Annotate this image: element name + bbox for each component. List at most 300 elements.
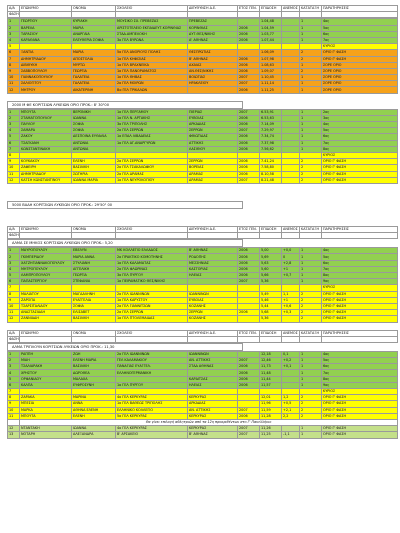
table-row <box>8 432 398 438</box>
table-cell: ΑΝΤΩΝΙΑ <box>72 146 116 152</box>
table-cell: ΔΥΤ.ΘΕΣ/ΝΙΚΗΣ <box>188 31 238 37</box>
table-cell: ΑΠΟΣΤΟΛΙΑ <box>72 56 116 62</box>
table-cell: Βο ΓΕΛ ΤΡΙΚΑΛΩΝ <box>116 87 188 93</box>
table-cell: 1ο ΠΕΙΡΑΜΑΤΙΚΟ ΘΕΣ/ΝΙΚΗΣ <box>116 279 188 285</box>
table-cell: ΔΗΜΗΤΡΙΑΔΟΥ <box>20 171 72 177</box>
table-cell: ΜΑΛΙΑΤΟΥ <box>20 291 72 297</box>
table-cell <box>282 316 300 322</box>
table-cell: ΞΑΝΤΙΑ <box>20 50 72 56</box>
subheader-cell: ΦΑΣΗ <box>9 336 19 341</box>
table-cell: 5 <box>8 134 20 140</box>
table-cell: 2006 <box>238 37 260 43</box>
column-header: ΕΠΩΝΥΜΟ <box>20 330 72 336</box>
table-cell: ΚΕΡΚΥΡΑΣ <box>188 426 238 432</box>
table-cell: 2006 <box>238 370 260 376</box>
table-cell: +0,1 <box>282 364 300 370</box>
column-header: ΕΠΩΝΥΜΟ <box>20 226 72 232</box>
table-cell: 5 <box>8 376 20 382</box>
table-cell: ΜΑΡΙΑ ΑΝΝΑ <box>72 254 116 260</box>
section-gap <box>7 184 395 201</box>
table-cell: 2006 <box>238 122 260 128</box>
table-cell: 2 <box>300 303 322 309</box>
table-cell: ΣΤΥΛΙΑΝΗ <box>72 260 116 266</box>
table-cell: ΣΕΡΡΩΝ <box>188 159 238 165</box>
table-cell: ΙΩΑΝΝΙΝΩΝ <box>188 351 238 357</box>
table-cell: 8 <box>8 152 20 158</box>
table-cell: 8 <box>8 395 20 401</box>
table-cell: ΙΩΑΝΝΑ ΜΑΡΙΑ <box>72 177 116 183</box>
table-cell: 5ος <box>322 358 398 364</box>
empty-cell <box>20 233 72 239</box>
table-cell: 4ος <box>322 19 398 25</box>
results-sheet <box>7 5 395 446</box>
empty-cell <box>20 336 72 342</box>
table-cell: 1.04,59 <box>260 25 282 31</box>
table-cell: 7 <box>8 56 20 62</box>
table-cell: 2 <box>300 291 322 297</box>
subheader-cell: ΦΑΣΗ <box>9 12 19 17</box>
table-cell: 8 <box>8 291 20 297</box>
note-cell: Θα γίνει επιλογή αθλητριών από τα 12η προκριθέντων στο Γ' Πανελλήνιο <box>20 419 398 425</box>
table-cell: 2006 <box>238 248 260 254</box>
empty-cell <box>20 12 72 18</box>
table-cell: ΓΑΛΑΤΕΙΑ <box>72 81 116 87</box>
table-cell: ΟΡΙΟ Γ' ΦΑΣΗ <box>322 159 398 165</box>
table-cell: 7.56,62 <box>260 146 282 152</box>
table-cell: 5ο ΓΕΛ ΑΝΟΡΙΟΥΣ ΠΟΛΗΣ <box>116 50 188 56</box>
table-cell: 12,46 <box>260 358 282 364</box>
table-row <box>8 316 398 322</box>
table-cell: ΤΑΡΑΣΙΟΥ <box>20 31 72 37</box>
table-cell: ΕΛΛΗΝΟΓΕΡΜΑΝΙΚΗ <box>116 370 188 376</box>
table-cell: 4ος <box>322 122 398 128</box>
table-cell: 2 <box>300 310 322 316</box>
table-cell: 1ο ΓΕΛ ΝΕΥΡΟΚΟΠΙΟΥ <box>116 177 188 183</box>
table-cell: +0,0 <box>282 248 300 254</box>
table-cell: ΠΡΕΒΕΖΑΣ <box>188 19 238 25</box>
table-cell: 2006 <box>238 310 260 316</box>
table-cell: 6 <box>8 140 20 146</box>
table-cell: ΟΡΙΟ Γ' ΦΑΣΗ <box>322 165 398 171</box>
table-cell: ΜΙΑΗ <box>20 358 72 364</box>
table-cell: ΙΩΑΝΝΑ <box>72 115 116 121</box>
column-header: ΕΤΟΣ ΓΕΝ. <box>238 330 260 336</box>
table-cell: ΑΝΑΡΓΑΙΑ <box>72 31 116 37</box>
table-cell: 2 <box>300 68 322 74</box>
table-cell: 2ο ΓΕΛ ΤΣΑΚΑΛΩΦΙΟΥ <box>116 165 188 171</box>
table-cell: 4ος <box>322 248 398 254</box>
table-cell: 5ος <box>322 254 398 260</box>
table-cell: ΜΠΟΥΤΑ <box>20 109 72 115</box>
table-cell: 1 <box>300 266 322 272</box>
table-cell: 4 <box>8 370 20 376</box>
table-cell: 1 <box>300 37 322 43</box>
table-cell: 2006 <box>238 134 260 140</box>
table-cell: 7.29,97 <box>260 128 282 134</box>
table-cell: 2 <box>300 56 322 62</box>
table-cell: +0,3 <box>282 310 300 316</box>
table-cell: ΔΕΣΠΟΙΝΑ ΕΥΘΑΛΙΑ <box>72 134 116 140</box>
table-cell: 5ος <box>322 25 398 31</box>
table-cell: ΤΣΑΛΙΑΡΑΚΗ <box>20 364 72 370</box>
column-header: ΠΑΡΑΤΗΡΗΣΕΙΣ <box>322 330 398 336</box>
column-header: ΔΙΕΥΘΥΝΣΗ Δ.Ε. <box>188 226 238 232</box>
table-cell: 11,26 <box>260 426 282 432</box>
table-row <box>8 87 398 93</box>
table-cell: 2007 <box>238 407 260 413</box>
header-table <box>7 330 398 343</box>
table-cell: ΚΩΝΣΤΑΝΤΙΝΑΚΗ <box>20 146 72 152</box>
table-cell: 2ο ΓΕΛ ΓΙΑΝΝΙΤΣΩΝ <box>116 303 188 309</box>
table-cell: 8 <box>8 62 20 68</box>
empty-cell <box>238 336 260 342</box>
table-cell: 7 <box>8 285 20 291</box>
table-cell: 9ος <box>322 279 398 285</box>
table-cell: 2007 <box>238 109 260 115</box>
table-cell: ΕΛΕΝΗ <box>72 413 116 419</box>
table-cell: ΓΕΩΡΓΙΑ <box>72 273 116 279</box>
table-cell: ΟΡΙΟ Γ' ΦΑΣΗ <box>322 171 398 177</box>
table-cell: ΜΑΛΑΧΑ <box>72 376 116 382</box>
table-cell: 2 <box>300 159 322 165</box>
table-cell: ΕΒΕΛΥΝ <box>72 248 116 254</box>
table-cell: 9ος <box>322 382 398 388</box>
table-cell: 3 <box>8 260 20 266</box>
column-header: ΠΑΡΑΤΗΡΗΣΕΙΣ <box>322 226 398 232</box>
table-cell: ΧΡΗΣΤΟΥ <box>20 370 72 376</box>
section-gap <box>7 439 395 446</box>
table-cell: 5,46 <box>260 297 282 303</box>
table-cell: 4 <box>8 266 20 272</box>
table-cell: ΕΛΛΗΝΙΚΟ ΚΟΛΛΕΓΙΟ <box>116 407 188 413</box>
empty-cell <box>238 233 260 239</box>
table-cell: 2 <box>300 401 322 407</box>
table-cell: 2006 <box>238 25 260 31</box>
table-cell: 8ος <box>322 376 398 382</box>
table-cell: ΚΥΡΙΟΣ <box>322 152 398 158</box>
table-cell: 2007 <box>238 426 260 432</box>
table-cell: ΣΤΑΜΑΤΟΠΟΥΛΟΥ <box>20 115 72 121</box>
table-cell: ΓΙΑΝΝΑΚΟΠΟΥΛΟΥ <box>20 75 72 81</box>
table-cell: 2006 <box>238 364 260 370</box>
section-gap <box>7 323 395 330</box>
table-cell: 5,00 <box>260 248 282 254</box>
table-cell: 1.07,44 <box>260 37 282 43</box>
table-cell: ΟΡΙΟ Γ' ΦΑΣΗ <box>322 432 398 438</box>
empty-cell <box>322 336 398 342</box>
table-cell: 2,2 <box>282 413 300 419</box>
table-cell: 2006 <box>238 87 260 93</box>
empty-cell <box>188 233 238 239</box>
table-cell: +2,1 <box>282 407 300 413</box>
table-cell: ΛΑΣΙΘΙΟΥ <box>188 146 238 152</box>
header-cell: Α/Α <box>8 6 20 12</box>
table-cell: 5 <box>8 273 20 279</box>
table-cell: 2006 <box>238 146 260 152</box>
table-cell: 1.11,25 <box>260 87 282 93</box>
table-cell: 1ο ΓΕΛ Ν. ΑΡΤΑΚΗΣ <box>116 115 188 121</box>
table-cell: 1 <box>300 19 322 25</box>
table-cell: ΔΡΑΜΑΣ <box>188 177 238 183</box>
column-header: ΔΙΕΥΘΥΝΣΗ Δ.Ε. <box>188 6 238 12</box>
table-cell: 1 <box>300 62 322 68</box>
table-cell: 1 <box>300 432 322 438</box>
table-cell: ΑΧΑΪΑΣ <box>188 62 238 68</box>
table-cell: 5ο ΓΕΛ ΚΕΡΚΥΡΑΣ <box>116 413 188 419</box>
table-cell: ΖΑΡΑΚΑ <box>20 395 72 401</box>
table-cell: ΚΑΣΤΟΡΙΑΣ <box>188 266 238 272</box>
table-cell: ΒΑΣΙΛΙΚΗ <box>72 165 116 171</box>
table-cell: 2006 <box>238 56 260 62</box>
table-cell: +0,5 <box>282 401 300 407</box>
table-cell: 9 <box>8 159 20 165</box>
table-cell: ΒΑΡΕΛΑ <box>20 25 72 31</box>
table-cell: 2ο ΓΕΛ ΣΕΡΡΩΝ <box>116 128 188 134</box>
table-cell: 1 <box>8 351 20 357</box>
table-cell: 1 <box>300 376 322 382</box>
table-row <box>8 177 398 183</box>
table-cell: ΔΩΡΟΘΕΑ <box>72 370 116 376</box>
table-cell: 1ο ΓΕΛ ΚΑΛΑΜΑΤΑΣ <box>116 260 188 266</box>
table-cell: 2007 <box>238 432 260 438</box>
table-cell: ΑΘΗΝΑ ΕΛΕΝΗ <box>72 407 116 413</box>
table-cell: 4 <box>8 128 20 134</box>
subheader-row <box>8 233 398 239</box>
table-cell: ΣΟΦΙΑ <box>72 303 116 309</box>
column-header: ΣΧΟΛΕΙΟ <box>116 330 188 336</box>
table-cell: 5,44 <box>260 303 282 309</box>
empty-cell <box>322 233 398 239</box>
table-cell: 1 <box>300 146 322 152</box>
header-table <box>7 226 398 239</box>
table-cell: ΡΟΔΟΠΗΣ <box>188 254 238 260</box>
table-cell: 11,96 <box>260 401 282 407</box>
table-cell: 5,49 <box>260 291 282 297</box>
table-cell: 1 <box>300 426 322 432</box>
table-cell: 1,1 <box>282 291 300 297</box>
table-cell: 6ος <box>322 260 398 266</box>
table-cell: 2006 <box>238 68 260 74</box>
table-cell: ΛΑΜΠΡΟΠΟΥΛΟΥ <box>20 273 72 279</box>
table-cell: 2006 <box>238 115 260 121</box>
event-info: ΑΛΜΑ ΣΕ ΜΗΚΟΣ ΚΟΡΙΤΣΙΩΝ ΛΥΚΕΙΩΝ ΟΡΙΟ ΠΡΟΚ.: 5,20 <box>7 239 243 247</box>
table-cell: ΟΡΙΟ Γ' ΦΑΣΗ <box>322 297 398 303</box>
table-cell: ΦΘΙΩΤΙΔΑΣ <box>188 134 238 140</box>
table-cell: 5,68 <box>260 310 282 316</box>
table-cell: 12 <box>8 426 20 432</box>
column-header: ΕΤΟΣ ΓΕΝ. <box>238 226 260 232</box>
empty-cell <box>282 12 300 18</box>
column-header: ΠΑΡΑΤΗΡΗΣΕΙΣ <box>322 6 398 12</box>
table-cell: ΣΑΜΑΡΑ <box>20 128 72 134</box>
table-cell: ΓΚΙΜΠΕΡΙΔΟΥ <box>20 254 72 260</box>
table-cell: 4ος <box>322 351 398 357</box>
subheader-row <box>8 336 398 342</box>
table-cell: 1,2 <box>282 395 300 401</box>
column-header: ΑΝΕΜΟΣ <box>283 330 298 335</box>
empty-cell <box>116 233 188 239</box>
table-cell: 11,44 <box>260 376 282 382</box>
table-cell: ΣΤΕΦΑΝΙΑ <box>72 279 116 285</box>
table-cell: ΜΚ ΚΟΛΛΕΓΙΟ ΕΛΛΑΔΟΣ <box>116 248 188 254</box>
table-cell: 2006 <box>238 171 260 177</box>
table-cell: ΜΠΟΥΤΑ <box>20 413 72 419</box>
table-cell: 1 <box>300 254 322 260</box>
table-cell: +1 <box>282 297 300 303</box>
table-cell: 1.09,07 <box>260 68 282 74</box>
column-header: ΟΝΟΜΑ <box>72 6 116 12</box>
table-cell: ΔΗΜΗΤΡΙΑΔΟΥ <box>20 56 72 62</box>
table-cell: 5ος <box>322 128 398 134</box>
table-cell: 2006 <box>238 62 260 68</box>
table-cell: ΜΑΓΔΑΛΗΝΗ <box>72 291 116 297</box>
empty-cell <box>72 233 116 239</box>
table-cell: 2 <box>300 50 322 56</box>
table-cell: 1 <box>300 140 322 146</box>
table-cell: ΚΕΡΚΥΡΑΣ <box>188 413 238 419</box>
table-cell: 2 <box>300 407 322 413</box>
table-cell: 2 <box>8 115 20 121</box>
table-cell: 8.10,58 <box>260 171 282 177</box>
table-cell: 7 <box>8 146 20 152</box>
table-cell: 11,28 <box>260 413 282 419</box>
table-cell: 7.58,80 <box>260 165 282 171</box>
table-cell: 1 <box>8 19 20 25</box>
table-cell: 2006 <box>238 266 260 272</box>
column-header: ΚΑΤΑΤΑΞΗ <box>300 330 322 336</box>
table-cell: 1 <box>300 122 322 128</box>
table-cell: 1 <box>8 109 20 115</box>
table-cell: 6.53,91 <box>260 109 282 115</box>
table-cell: 10 <box>8 407 20 413</box>
table-cell: ΣΟΡΕ ΟΡΙΟ <box>322 81 398 87</box>
empty-cell <box>72 12 116 18</box>
table-cell: ΟΡΙΟ Γ' ΦΑΣΗ <box>322 401 398 407</box>
table-cell: ΖΑΝΝΙΑΔΗ <box>20 316 72 322</box>
column-header: ΣΧΟΛΕΙΟ <box>116 6 188 12</box>
table-cell: 1ο ΓΕΛ ΒΡΑΧΝΕΙΚΑ <box>116 62 188 68</box>
table-cell: 2ο ΠΡΑΚΤΙΚΟ ΚΟΜΟΤΗΝΗΣ <box>116 254 188 260</box>
table-cell: 11 <box>8 310 20 316</box>
table-cell: 9 <box>8 68 20 74</box>
table-cell: 2006 <box>238 159 260 165</box>
table-cell: ΚΥΡΙΟΣ <box>322 44 398 50</box>
table-cell: ΕΛΙΣΑΒΕΤ <box>72 310 116 316</box>
column-header: ΕΠΙΔΟΣΗ <box>260 226 282 232</box>
empty-cell <box>116 336 188 342</box>
table-cell: 11,57 <box>260 382 282 388</box>
table-cell <box>282 87 300 93</box>
column-header: ΑΝΕΜΟΣ <box>283 6 298 11</box>
table-cell: 1 <box>300 25 322 31</box>
table-cell: 3ο ΓΕΛ ΠΥΡΓΟΥ <box>116 273 188 279</box>
table-cell: ΑΤΤΙΚΗΣ <box>188 140 238 146</box>
table-cell: 11 <box>8 81 20 87</box>
table-cell: 2007 <box>238 358 260 364</box>
table-cell: ΟΡΙΟ Γ' ΦΑΣΗ <box>322 56 398 62</box>
table-cell: Α' ΑΘΗΝΑΣ <box>188 37 238 43</box>
table-cell: 2006 <box>238 31 260 37</box>
table-cell: ΜΑΡΙΝΑ <box>72 395 116 401</box>
table-cell: 6 <box>8 279 20 285</box>
empty-cell <box>282 233 300 239</box>
table-cell: 2ο ΓΕΛ ΔΡΑΜΑΣ <box>116 171 188 177</box>
table-cell: ΜΠΕΣΙΑ <box>20 401 72 407</box>
empty-cell <box>238 12 260 18</box>
table-cell: 4 <box>8 37 20 43</box>
table-cell: 7ος <box>322 370 398 376</box>
table-cell: ΑΝ. ΑΤΤΙΚΗΣ <box>188 407 238 413</box>
table-cell: ΟΡΙΟ Γ' ΦΑΣΗ <box>322 395 398 401</box>
empty-cell <box>260 12 282 18</box>
table-cell: ΓΕΛ ΚΑΛΑΜΑΚΙΟΥ <box>116 358 188 364</box>
table-cell: ΜΑΡΙΑ <box>72 25 116 31</box>
table-cell: ΕΥΒΟΙΑΣ <box>188 115 238 121</box>
table-cell: 1 <box>300 115 322 121</box>
table-cell: 7ος <box>322 266 398 272</box>
table-cell: ΜΥΡΤΩ <box>72 62 116 68</box>
table-cell: 12 <box>8 87 20 93</box>
table-cell: 7 <box>8 389 20 395</box>
table-cell: 11,48 <box>260 370 282 376</box>
table-cell: ΟΡΙΟ Γ' ΦΑΣΗ <box>322 177 398 183</box>
table-cell: 2ο ΓΕΛ ΦΛΩΡΙΝΑΣ <box>116 266 188 272</box>
table-cell: ΒΑΣΙΛΙΚΗ <box>72 364 116 370</box>
table-cell: ΚΕΡΚΥΡΑΣ <box>188 395 238 401</box>
header-cell: Α/Α <box>8 330 20 336</box>
section-gap <box>7 209 395 226</box>
table-cell: ΠΑΠΑΣΤΕΡΓΙΟΥ <box>20 279 72 285</box>
table-cell: 1 <box>300 279 322 285</box>
table-cell: ΒΟΙΩΤΙΑΣ <box>188 75 238 81</box>
table-cell: 1 <box>300 364 322 370</box>
table-cell: 10 <box>8 303 20 309</box>
table-cell: ΠΑΝΑΓΙΑΣ ΕΥΑΓΓΕΛ. <box>116 364 188 370</box>
table-cell: 1ο ΓΕΛ ΠΥΡΓΟΥ <box>116 382 188 388</box>
table-cell: 2ος <box>322 109 398 115</box>
table-cell: ΑΝΝΑ <box>72 401 116 407</box>
table-cell: 2 <box>8 358 20 364</box>
table-cell: ΚΑΡΔΙΤΣΑΣ <box>188 376 238 382</box>
table-cell: 1ο ΓΕΛ ΠΤΟΛΕΜΑΙΔΑΣ <box>116 316 188 322</box>
table-cell: ΟΡΙΟ Γ' ΦΑΣΗ <box>322 407 398 413</box>
table-cell: 12,01 <box>260 395 282 401</box>
table-cell: 2ο ΓΕΛ ΣΕΡΡΩΝ <box>116 310 188 316</box>
table-cell: 1ο ΓΕΛ ΠΑΝΟΡΑΜΑΤΟΣ <box>116 68 188 74</box>
table-cell: ΖΑΡΟΠΑ <box>20 297 72 303</box>
table-cell: ΣΕΡΡΩΝ <box>188 310 238 316</box>
table-cell: 1 <box>300 87 322 93</box>
table-cell: 1ο ΓΕΛ ΑΓ.ΑΝΑΡΓΥΡΩΝ <box>116 140 188 146</box>
table-cell: ΓΕΩΡΓΙΑ <box>72 68 116 74</box>
table-cell: ΔΡΑΜΑΣ <box>188 171 238 177</box>
table-cell: ΜΕΣΣΗΝΙΑΣ <box>188 260 238 266</box>
table-cell: 1 <box>8 248 20 254</box>
table-cell: ΕΥΦΡΟΣΥΝΗ <box>72 382 116 388</box>
table-cell: ΝΤΑΝΤΑΚΗ <box>20 426 72 432</box>
table-cell: ΣΟΦΙΑ <box>72 122 116 128</box>
table-cell: ΕΛΕΥΘΕΡΙΑ ΣΟΦΙΑ <box>72 37 116 43</box>
table-cell: ΣΟΡΕ ΟΡΙΟ <box>322 62 398 68</box>
table-cell: ΟΡΙΟ Γ' ΦΑΣΗ <box>322 303 398 309</box>
table-cell: 2 <box>300 171 322 177</box>
table-cell: ΗΛΕΙΑΣ <box>188 382 238 388</box>
column-header: ΕΤΟΣ ΓΕΝ. <box>238 6 260 12</box>
table-cell: ΚΟΡΙΝΘΙΑΣ <box>188 25 238 31</box>
table-cell: ΚΟΖΑΝΗΣ <box>188 303 238 309</box>
table-cell: 11,73 <box>260 364 282 370</box>
table-cell: ΕΥΑΓΓΕΛΙΑ <box>72 297 116 303</box>
